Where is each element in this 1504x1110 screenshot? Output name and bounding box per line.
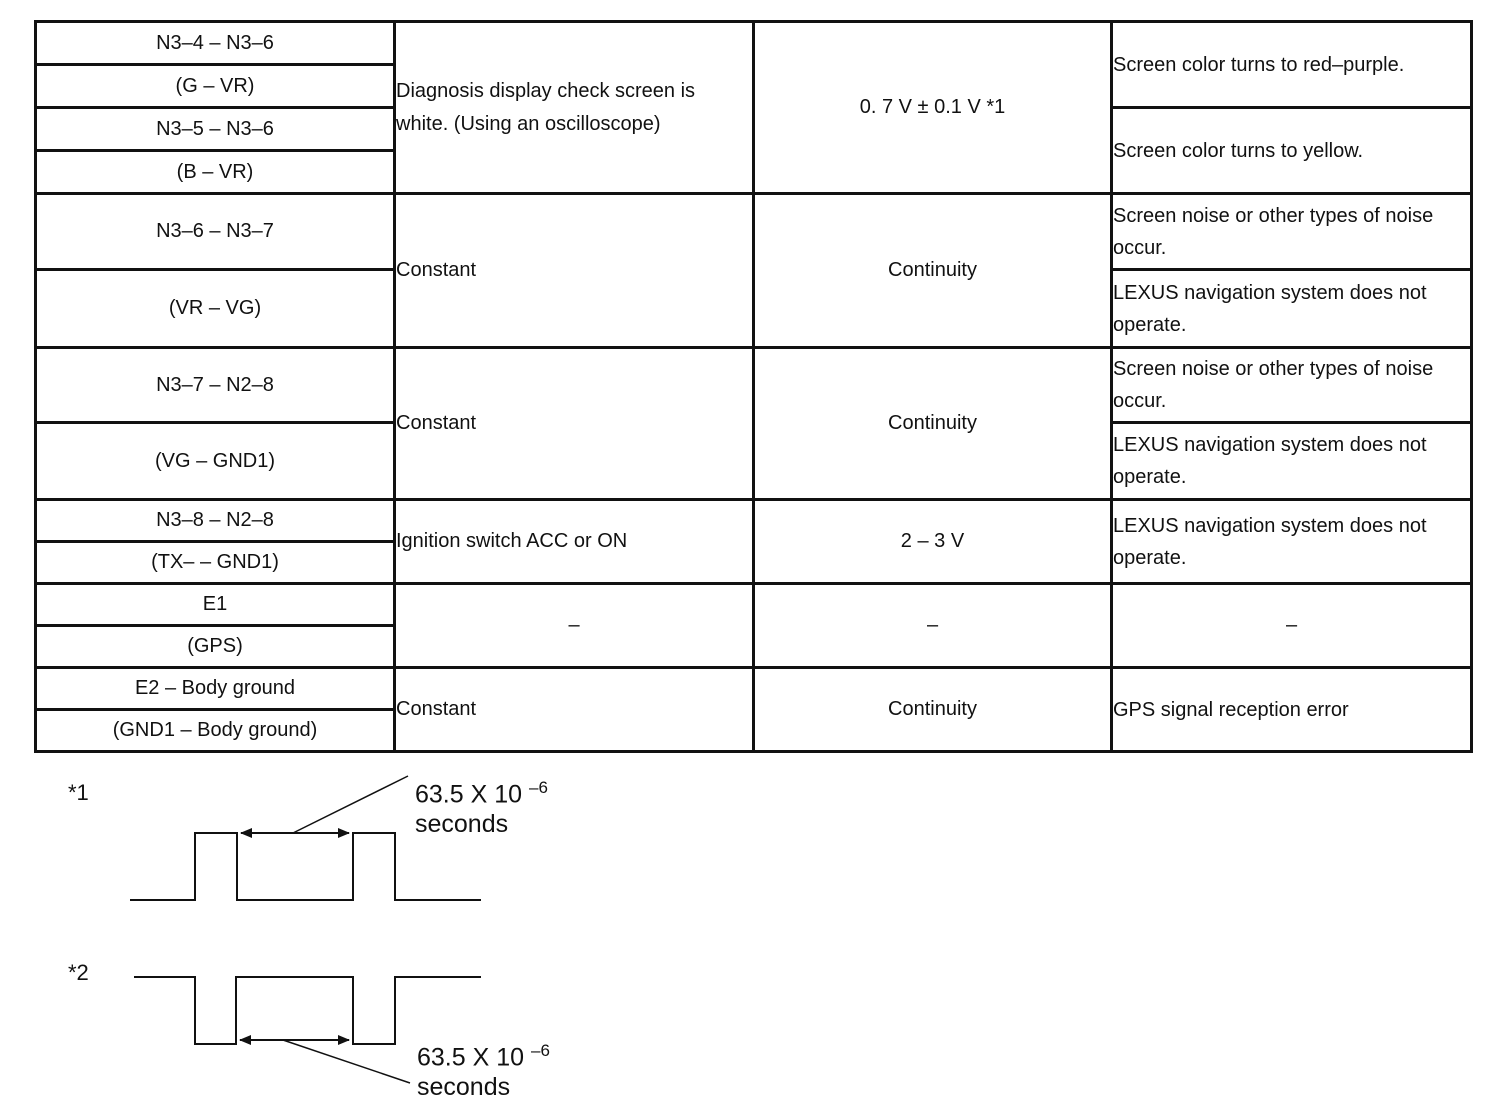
leader-line-2: [283, 1040, 410, 1083]
period-label-1: [415, 773, 548, 839]
terminal-cell: N3–6 – N3–7: [36, 194, 395, 270]
footnote-1-label: *1: [68, 780, 89, 805]
specified-condition-cell: Continuity: [754, 194, 1112, 348]
terminal-cell: N3–7 – N2–8: [36, 348, 395, 423]
trouble-cell: LEXUS navigation system does not operate.: [1112, 500, 1472, 584]
trouble-cell: Screen noise or other types of noise occur.: [1112, 348, 1472, 423]
condition-cell: –: [395, 584, 754, 668]
leader-line-1: [293, 776, 408, 833]
waveform-positive-pulses: [130, 833, 481, 900]
terminal-cell: E1: [36, 584, 395, 626]
terminal-cell: (G – VR): [36, 65, 395, 108]
period-exponent-1: –6: [528, 778, 548, 797]
specified-condition-cell: 0. 7 V ± 0.1 V *1: [754, 22, 1112, 194]
terminal-cell: (GPS): [36, 626, 395, 668]
trouble-cell: LEXUS navigation system does not operate.: [1112, 423, 1472, 500]
specified-condition-cell: 2 – 3 V: [754, 500, 1112, 584]
period-value-2: 63.5 X 10: [417, 1043, 525, 1072]
trouble-cell: –: [1112, 584, 1472, 668]
terminal-cell: E2 – Body ground: [36, 668, 395, 710]
specified-condition-cell: –: [754, 584, 1112, 668]
condition-cell: Diagnosis display check screen is white. (Using an oscilloscope): [395, 22, 754, 194]
terminal-cell: (TX– – GND1): [36, 542, 395, 584]
condition-cell: Constant: [395, 194, 754, 348]
terminal-cell: N3–4 – N3–6: [36, 22, 395, 65]
trouble-cell: Screen color turns to yellow.: [1112, 108, 1472, 194]
period-label-2: [417, 1036, 550, 1102]
period-value-1: 63.5 X 10: [415, 780, 523, 809]
terminal-cell: (B – VR): [36, 151, 395, 194]
specified-condition-cell: Continuity: [754, 348, 1112, 500]
trouble-cell: Screen color turns to red–purple.: [1112, 22, 1472, 108]
condition-cell: Constant: [395, 668, 754, 752]
terminal-cell: N3–5 – N3–6: [36, 108, 395, 151]
trouble-cell: Screen noise or other types of noise occur.: [1112, 194, 1472, 270]
condition-cell: Ignition switch ACC or ON: [395, 500, 754, 584]
terminal-cell: (GND1 – Body ground): [36, 710, 395, 752]
terminal-cell: (VG – GND1): [36, 423, 395, 500]
terminal-cell: (VR – VG): [36, 270, 395, 348]
period-exponent-2: –6: [530, 1041, 550, 1060]
trouble-cell: GPS signal reception error: [1112, 668, 1472, 752]
terminal-cell: N3–8 – N2–8: [36, 500, 395, 542]
period-unit-1: seconds: [415, 810, 509, 839]
specified-condition-cell: Continuity: [754, 668, 1112, 752]
period-unit-2: seconds: [417, 1073, 511, 1102]
condition-cell: Constant: [395, 348, 754, 500]
trouble-cell: LEXUS navigation system does not operate.: [1112, 270, 1472, 348]
waveform-negative-pulses: [134, 977, 481, 1044]
footnote-2-label: *2: [68, 960, 89, 985]
